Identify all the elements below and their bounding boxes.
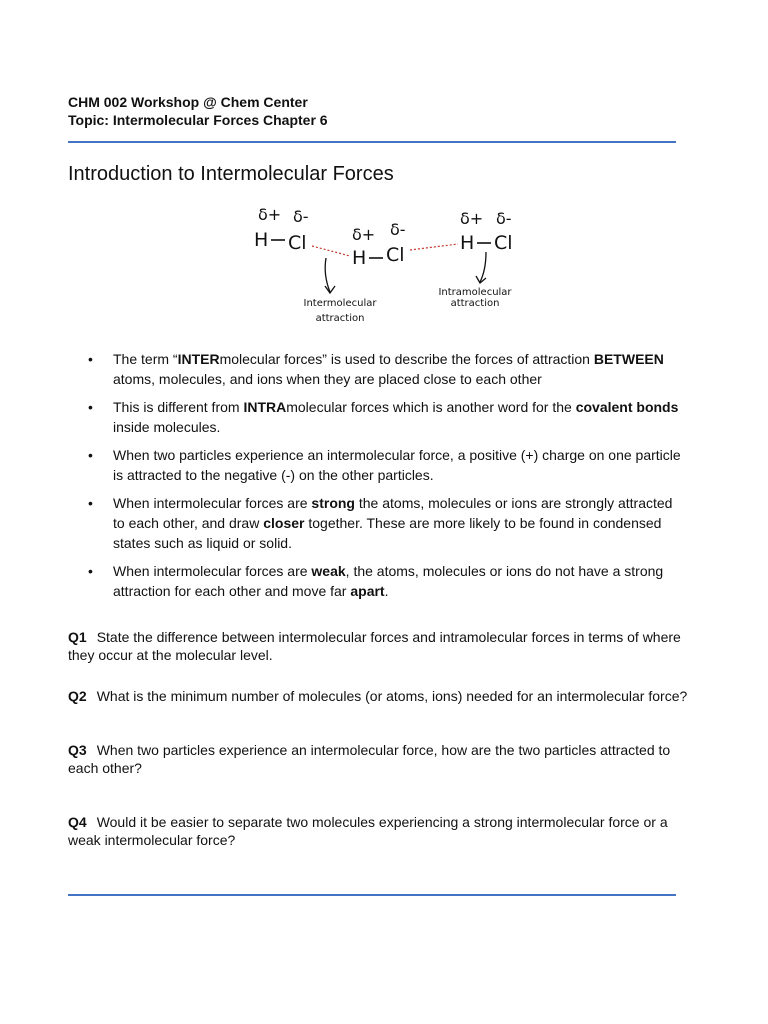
- hcl-attraction-diagram: [240, 200, 530, 330]
- delta-minus-3: δ-: [496, 209, 512, 228]
- delta-minus-2: δ-: [390, 220, 406, 239]
- intermolecular-dots-2: [410, 244, 458, 250]
- bullet-bold: strong: [311, 495, 355, 511]
- bullet-bold: covalent bonds: [575, 399, 679, 415]
- bullet-bold: weak: [311, 563, 346, 579]
- delta-plus-2: δ+: [352, 225, 376, 244]
- question-number: Q3: [68, 742, 87, 758]
- question-1: [68, 628, 698, 664]
- bullet-weak-forces: [88, 561, 688, 601]
- bullet-dot: •: [88, 447, 93, 463]
- intermolecular-dots-1: [312, 246, 350, 256]
- atom-cl-3: Cl: [494, 232, 513, 254]
- bullet-text: The term “: [113, 351, 178, 367]
- bullet-dot: •: [88, 399, 93, 415]
- intramolecular-arrow: [480, 252, 486, 282]
- topic-header: Topic: Intermolecular Forces Chapter 6: [68, 112, 328, 128]
- bullet-text: atoms, molecules, and ions when they are placed close to each other: [113, 371, 542, 387]
- bullet-text: When intermolecular forces are: [113, 495, 312, 511]
- question-text: What is the minimum number of molecules (or atoms, ions) needed for an intermolecular force?: [96, 688, 688, 704]
- bullet-dot: •: [88, 351, 93, 367]
- question-2: [68, 687, 698, 705]
- atom-h-2: H: [352, 247, 367, 269]
- intermolecular-label-line1: Intermolecular: [303, 298, 377, 309]
- question-number: Q4: [68, 814, 87, 830]
- atom-cl-1: Cl: [288, 232, 307, 254]
- bullet-text: together. These are more likely to be found in condensed states such as liquid or solid.: [113, 515, 662, 551]
- bullet-dot: •: [88, 563, 93, 579]
- bullet-bold: INTER: [177, 351, 220, 367]
- bullet-charge-attraction: [88, 445, 688, 485]
- bullet-text: the atoms, molecules or ions are strongly attracted to each other, and draw: [113, 495, 673, 531]
- bullet-text: This is different from: [113, 399, 244, 415]
- question-text: Would it be easier to separate two molecules experiencing a strong intermolecular force or a weak intermolecular force?: [68, 814, 668, 848]
- bullet-text: .: [384, 583, 389, 599]
- question-3: [68, 741, 698, 777]
- atom-h-1: H: [254, 229, 269, 251]
- bullet-text: molecular forces which is another word for the: [286, 399, 576, 415]
- bullet-text: When two particles experience an intermolecular force, a positive (+) charge on one particle is attracted to the negative (-) on the other particles.: [113, 447, 681, 483]
- bullet-text: , the atoms, molecules or ions do not have a strong attraction for each other and move far: [113, 563, 664, 599]
- bullet-text: molecular forces” is used to describe the forces of attraction: [219, 351, 594, 367]
- intramolecular-label-line2: attraction: [450, 298, 500, 309]
- intramolecular-label-line1: Intramolecular: [438, 287, 512, 298]
- bottom-divider: [68, 894, 676, 896]
- course-header: CHM 002 Workshop @ Chem Center: [68, 94, 308, 110]
- intermolecular-arrowhead: [325, 286, 335, 293]
- section-title: Introduction to Intermolecular Forces: [68, 163, 394, 185]
- intermolecular-label-line2: attraction: [315, 313, 365, 324]
- bullet-text: inside molecules.: [113, 419, 221, 435]
- bullet-dot: •: [88, 495, 93, 511]
- delta-plus-1: δ+: [258, 205, 282, 224]
- hcl-diagram-svg: [240, 200, 530, 330]
- question-4: [68, 813, 698, 849]
- bullet-inter-definition: [88, 349, 688, 389]
- atom-h-3: H: [460, 232, 475, 254]
- bullet-bold: closer: [263, 515, 305, 531]
- top-divider: [68, 141, 676, 143]
- bullet-bold: BETWEEN: [593, 351, 664, 367]
- bullet-bold: apart: [350, 583, 385, 599]
- bullet-strong-forces: [88, 493, 688, 553]
- delta-minus-1: δ-: [293, 207, 309, 226]
- bullet-intra-definition: [88, 397, 688, 437]
- bullet-bold: INTRA: [243, 399, 287, 415]
- question-text: When two particles experience an intermolecular force, how are the two particles attracted to each other?: [68, 742, 671, 776]
- atom-cl-2: Cl: [386, 244, 405, 266]
- delta-plus-3: δ+: [460, 209, 484, 228]
- question-text: State the difference between intermolecular forces and intramolecular forces in terms of where they occur at the molecular level.: [68, 629, 681, 663]
- bullet-text: When intermolecular forces are: [113, 563, 312, 579]
- key-points-list: [88, 349, 688, 609]
- question-number: Q2: [68, 688, 87, 704]
- question-number: Q1: [68, 629, 87, 645]
